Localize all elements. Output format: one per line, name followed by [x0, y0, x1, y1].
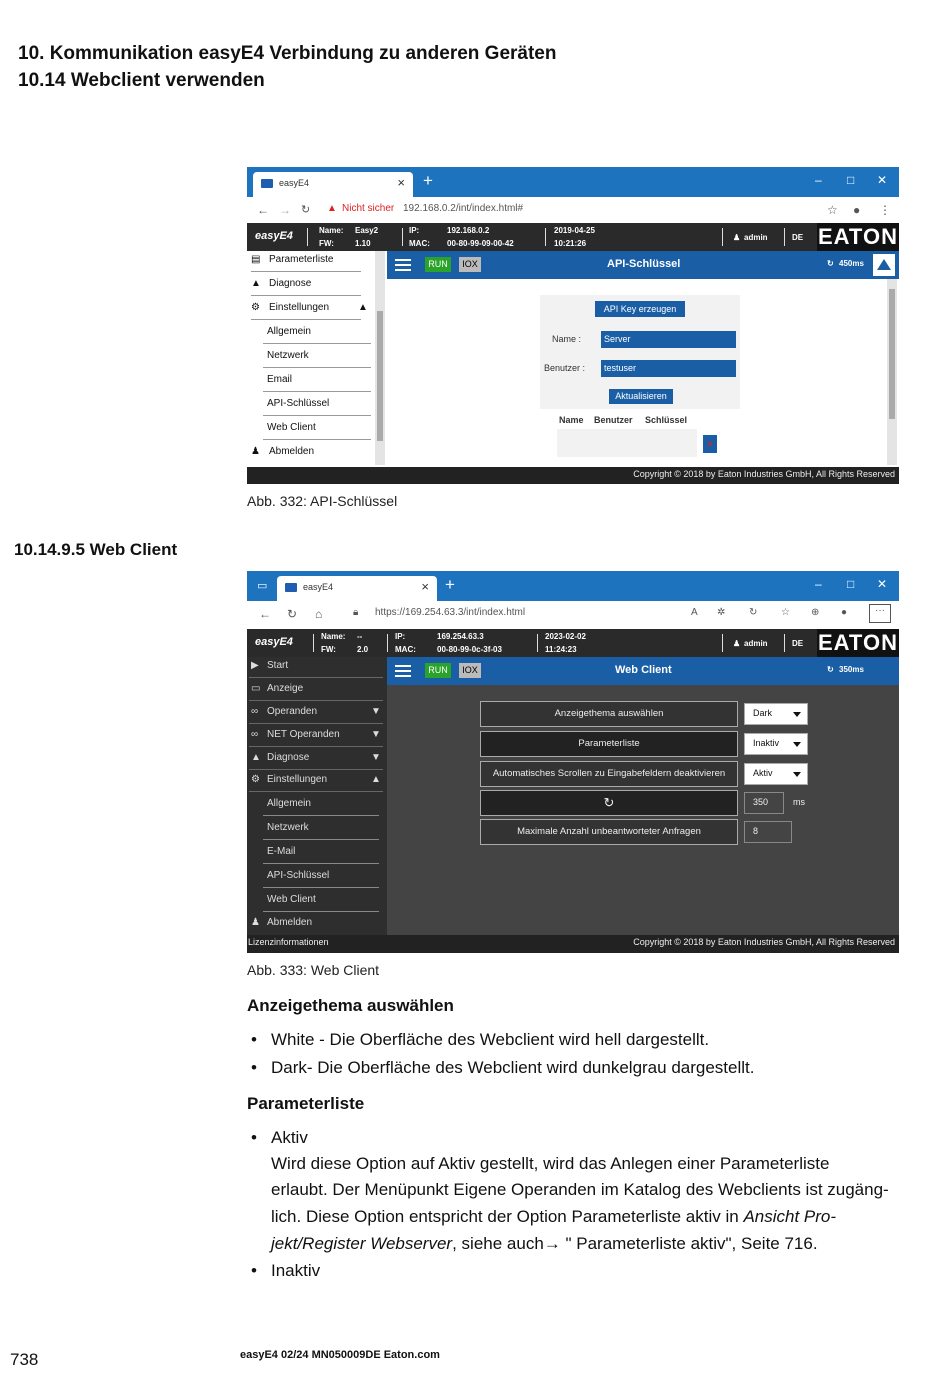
- name-value: --: [357, 632, 363, 641]
- iox-button[interactable]: IOX: [459, 663, 481, 678]
- maximize-icon[interactable]: □: [847, 577, 855, 591]
- subsection-title: 10.14.9.5 Web Client: [14, 540, 178, 559]
- profile-icon[interactable]: ●: [853, 203, 861, 217]
- forward-icon[interactable]: →: [279, 203, 291, 217]
- reload-icon[interactable]: ↻: [287, 607, 298, 621]
- collections-icon[interactable]: ⊕: [811, 607, 820, 618]
- chevron-down-icon[interactable]: ▼: [371, 706, 381, 717]
- sidebar-item-allgemein[interactable]: Allgemein: [267, 798, 311, 809]
- fw-label: FW:: [321, 645, 336, 654]
- ip-label: IP:: [395, 632, 406, 641]
- url-input[interactable]: https://169.254.63.3/int/index.html: [375, 607, 526, 618]
- sidebar-item-parameterliste[interactable]: Parameterliste: [269, 254, 334, 265]
- close-window-icon[interactable]: ✕: [877, 173, 888, 187]
- bullet: •: [251, 1058, 257, 1077]
- page-title: Web Client: [615, 664, 672, 676]
- col-header-key: Schlüssel: [645, 415, 688, 425]
- delete-icon[interactable]: ✕: [703, 435, 717, 453]
- mac-label: MAC:: [409, 239, 430, 248]
- scroll-up-button[interactable]: [873, 254, 895, 276]
- user-field[interactable]: testuser: [601, 360, 736, 377]
- table-row: [557, 429, 697, 457]
- toolbar: [387, 657, 899, 685]
- eaton-logo: EATON: [818, 224, 898, 249]
- app-header: [247, 223, 899, 251]
- sidebar-item-api-key[interactable]: API-Schlüssel: [267, 398, 330, 409]
- sidebar-item-web-client[interactable]: Web Client: [267, 422, 316, 433]
- read-aloud-icon[interactable]: A: [691, 607, 698, 618]
- update-button[interactable]: Aktualisieren: [609, 389, 673, 404]
- user-icon: ♟: [251, 446, 260, 457]
- cycle-time: 450ms: [839, 259, 864, 268]
- fw-value: 2.0: [357, 645, 369, 654]
- sidebar-item-einstellungen[interactable]: Einstellungen: [267, 774, 328, 785]
- content-scroll-thumb[interactable]: [889, 289, 895, 419]
- paragraph-line: lich. Diese Option entspricht der Option Parameterliste aktiv in Ansicht Pro-: [271, 1207, 837, 1226]
- sidebar: [247, 657, 387, 935]
- theme-select[interactable]: Dark: [744, 703, 808, 725]
- autoscroll-label: Automatisches Scrollen zu Eingabefeldern deaktivieren: [480, 761, 738, 787]
- copyright: Copyright © 2018 by Eaton Industries GmbH, All Rights Reserved: [633, 937, 895, 947]
- close-tab-icon[interactable]: ×: [397, 175, 405, 190]
- sidebar-item-operanden[interactable]: Operanden: [267, 706, 318, 717]
- doc-footer: easyE4 02/24 MN050009DE Eaton.com: [240, 1349, 440, 1361]
- reload-icon[interactable]: ↻: [301, 204, 311, 216]
- screenshot-api-key: [247, 167, 899, 484]
- refresh-icon: ↻: [827, 259, 834, 268]
- sidebar-item-diagnose[interactable]: Diagnose: [269, 278, 312, 289]
- back-icon[interactable]: ←: [259, 607, 271, 621]
- tab-title: easyE4: [279, 178, 310, 188]
- sidebar-item-start[interactable]: Start: [267, 660, 289, 671]
- list-item: Inaktiv: [271, 1261, 321, 1280]
- user-icon: ♟: [733, 233, 741, 242]
- link-icon: ∞: [251, 729, 259, 740]
- favicon-icon: [261, 179, 273, 188]
- sidebar-item-einstellungen[interactable]: Einstellungen: [269, 302, 330, 313]
- home-icon[interactable]: ⌂: [315, 607, 323, 621]
- page-title: API-Schlüssel: [607, 258, 681, 270]
- eaton-logo: EATON: [818, 630, 898, 655]
- paragraph-line: jekt/Register Webserver, siehe auch→ " Parameterliste aktiv", Seite 716.: [271, 1234, 818, 1253]
- mac-value: 00-80-99-09-00-42: [447, 239, 514, 248]
- new-tab-icon[interactable]: +: [423, 171, 433, 190]
- user-name[interactable]: admin: [744, 233, 768, 242]
- refresh-icon[interactable]: ↻: [603, 795, 615, 810]
- language-selector[interactable]: DE: [792, 639, 804, 648]
- max-requests-input[interactable]: 8: [744, 821, 792, 843]
- extension-icon[interactable]: ✲: [717, 607, 726, 618]
- bullet: •: [251, 1261, 257, 1280]
- sidebar-item-netzwerk[interactable]: Netzwerk: [267, 822, 309, 833]
- sidebar: [247, 251, 387, 467]
- refresh-interval-input[interactable]: 350: [744, 792, 784, 814]
- chevron-down-icon[interactable]: ▼: [371, 729, 381, 740]
- list-item: White - Die Oberfläche des Webclient wird hell dargestellt.: [271, 1030, 710, 1049]
- create-key-button[interactable]: API Key erzeugen: [595, 301, 685, 317]
- iox-button[interactable]: IOX: [459, 257, 481, 272]
- theme-label: Anzeigethema auswählen: [480, 701, 738, 727]
- fw-value: 1.10: [355, 239, 371, 248]
- gear-icon: ⚙: [251, 302, 260, 313]
- link-icon: ∞: [251, 706, 259, 717]
- col-header-name: Name: [559, 415, 584, 425]
- cycle-time: 350ms: [839, 665, 864, 674]
- minimize-icon[interactable]: –: [815, 173, 822, 187]
- bullet: •: [251, 1030, 257, 1049]
- sidebar-item-email[interactable]: Email: [267, 374, 293, 385]
- list-item: Dark- Die Oberfläche des Webclient wird dunkelgrau dargestellt.: [271, 1058, 755, 1077]
- api-key-panel: [387, 279, 899, 467]
- play-icon: ▶: [251, 660, 259, 671]
- refresh-icon: ↻: [827, 665, 834, 674]
- ip-label: IP:: [409, 226, 420, 235]
- heading-theme: Anzeigethema auswählen: [247, 996, 454, 1015]
- insecure-label: Nicht sicher: [342, 203, 395, 214]
- sidebar-item-web-client[interactable]: Web Client: [267, 894, 316, 905]
- sidebar-item-abmelden[interactable]: Abmelden: [267, 917, 313, 928]
- name-label: Name:: [319, 226, 344, 235]
- sidebar-item-allgemein[interactable]: Allgemein: [267, 326, 311, 337]
- close-window-icon[interactable]: ✕: [877, 577, 888, 591]
- user-icon: ♟: [733, 639, 741, 648]
- mac-value: 00-80-99-0c-3f-03: [437, 645, 502, 654]
- name-field-label: Name :: [552, 334, 582, 344]
- browser-tab[interactable]: [277, 576, 437, 601]
- run-button[interactable]: RUN: [425, 257, 451, 272]
- autoscroll-select[interactable]: Aktiv: [744, 763, 808, 785]
- sidebar-item-email[interactable]: E-Mail: [267, 846, 296, 857]
- section-title: 10.14 Webclient verwenden: [18, 70, 265, 91]
- gear-icon: ⚙: [251, 774, 260, 785]
- date: 2023-02-02: [545, 632, 586, 641]
- chevron-up-icon[interactable]: ▲: [371, 774, 381, 785]
- refresh-unit: ms: [793, 797, 805, 807]
- max-requests-label: Maximale Anzahl unbeantworteter Anfragen: [480, 819, 738, 845]
- profile-icon[interactable]: ●: [841, 607, 848, 618]
- list-icon: ▤: [251, 254, 261, 265]
- lock-icon: 🔒︎: [353, 607, 359, 618]
- list-item: Aktiv: [271, 1128, 308, 1147]
- date: 2019-04-25: [554, 226, 595, 235]
- chapter-title: 10. Kommunikation easyE4 Verbindung zu anderen Geräten: [18, 43, 557, 64]
- paragraph-line: erlaubt. Der Menüpunkt Eigene Operanden im Katalog des Webclients ist zugäng-: [271, 1180, 889, 1199]
- browser-tabbar: [247, 571, 899, 601]
- figure-caption-332: Abb. 332: API-Schlüssel: [247, 493, 398, 509]
- name-field[interactable]: Server: [601, 331, 736, 348]
- ip-value: 169.254.63.3: [437, 632, 484, 641]
- reload-icon[interactable]: ↻: [749, 607, 758, 618]
- browser-tabbar: [247, 167, 899, 197]
- favorites-icon[interactable]: ☆: [781, 607, 790, 618]
- cross-reference-link[interactable]: , siehe auch→ " Parameterliste aktiv", Seite 716.: [452, 1234, 818, 1253]
- license-link[interactable]: Lizenzinformationen: [248, 937, 329, 947]
- sidebar-scroll-thumb[interactable]: [377, 311, 383, 441]
- fw-label: FW:: [319, 239, 334, 248]
- more-icon[interactable]: ···: [869, 604, 891, 623]
- name-label: Name:: [321, 632, 346, 641]
- parameterliste-select[interactable]: Inaktiv: [744, 733, 808, 755]
- screenshot-web-client: [247, 571, 899, 953]
- back-icon[interactable]: ←: [257, 203, 269, 217]
- sidebar-item-api-key[interactable]: API-Schlüssel: [267, 870, 330, 881]
- user-field-label: Benutzer :: [544, 363, 586, 373]
- col-header-user: Benutzer: [594, 415, 633, 425]
- chevron-down-icon[interactable]: ▼: [371, 752, 381, 763]
- hamburger-icon[interactable]: [395, 663, 411, 679]
- user-icon: ♟: [251, 917, 260, 928]
- app-header: [247, 629, 899, 657]
- address-bar: [247, 601, 899, 630]
- sidebar-item-anzeige[interactable]: Anzeige: [267, 683, 304, 694]
- page-number: 738: [10, 1350, 39, 1369]
- name-value: Easy2: [355, 226, 379, 235]
- language-selector[interactable]: DE: [792, 233, 804, 242]
- toolbar: [387, 251, 899, 279]
- app-footer: [247, 935, 899, 953]
- close-tab-icon[interactable]: ×: [421, 579, 429, 594]
- new-tab-icon[interactable]: +: [445, 575, 455, 594]
- chevron-up-icon[interactable]: ▲: [358, 302, 368, 313]
- user-name[interactable]: admin: [744, 639, 768, 648]
- address-bar: [247, 197, 899, 224]
- favicon-icon: [285, 583, 297, 592]
- time: 10:21:26: [554, 239, 587, 248]
- menu-icon[interactable]: ⋮: [879, 203, 891, 217]
- minimize-icon[interactable]: –: [815, 577, 822, 591]
- refresh-row: [480, 790, 738, 816]
- ip-value: 192.168.0.2: [447, 226, 490, 235]
- paragraph-line: Wird diese Option auf Aktiv gestellt, wird das Anlegen einer Parameterliste: [271, 1154, 830, 1173]
- copyright: Copyright © 2018 by Eaton Industries GmbH, All Rights Reserved: [633, 469, 895, 479]
- sidebar-item-net-operanden[interactable]: NET Operanden: [267, 729, 340, 740]
- app-logo: easyE4: [255, 636, 293, 648]
- heading-parameterliste: Parameterliste: [247, 1094, 365, 1113]
- url-input[interactable]: 192.168.0.2/int/index.html#: [403, 203, 524, 214]
- app-logo: easyE4: [255, 230, 293, 242]
- star-icon[interactable]: ☆: [827, 203, 838, 217]
- tab-title: easyE4: [303, 582, 334, 592]
- warning-icon: ▲: [251, 278, 261, 289]
- maximize-icon[interactable]: □: [847, 173, 855, 187]
- mac-label: MAC:: [395, 645, 416, 654]
- warning-icon: ▲: [251, 752, 261, 763]
- sidebar-item-diagnose[interactable]: Diagnose: [267, 752, 310, 763]
- hamburger-icon[interactable]: [395, 257, 411, 273]
- monitor-icon: ▭: [251, 683, 261, 694]
- warning-icon: ▲: [327, 203, 337, 214]
- app-footer: [247, 467, 899, 484]
- browser-tab[interactable]: [253, 172, 413, 197]
- scroll-up-button[interactable]: [873, 660, 895, 682]
- time: 11:24:23: [545, 645, 577, 654]
- sidebar-item-abmelden[interactable]: Abmelden: [269, 446, 315, 457]
- figure-caption-333: Abb. 333: Web Client: [247, 962, 380, 978]
- bullet: •: [251, 1128, 257, 1147]
- parameterliste-label: Parameterliste: [480, 731, 738, 757]
- run-button[interactable]: RUN: [425, 663, 451, 678]
- sidebar-item-netzwerk[interactable]: Netzwerk: [267, 350, 309, 361]
- tab-actions-icon[interactable]: ▭: [257, 580, 268, 592]
